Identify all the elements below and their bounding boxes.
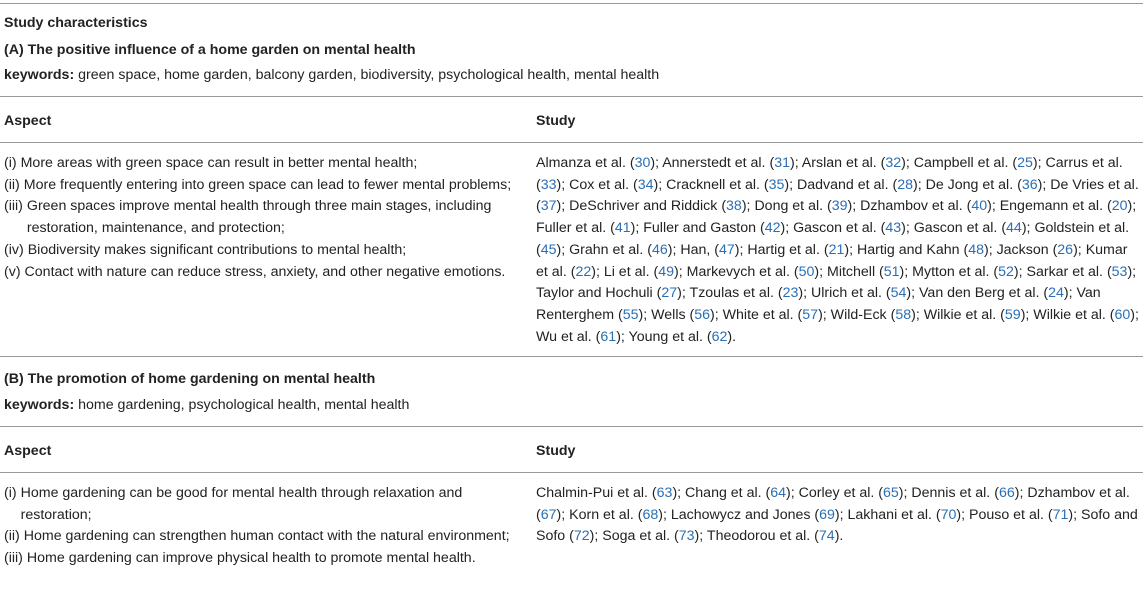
study-author: Dong et al.: [754, 198, 824, 215]
reference-link[interactable]: 51: [883, 263, 900, 280]
reference-link[interactable]: 47: [718, 241, 735, 258]
section-a-keywords: [4, 65, 659, 85]
aspect-number: (i): [4, 485, 17, 501]
study-citation: Gascon et al. (43);: [793, 220, 914, 237]
aspect-number: (ii): [4, 528, 20, 545]
study-author: Sarkar et al.: [1026, 263, 1103, 280]
study-citation: Hartig and Kahn (48);: [856, 241, 997, 258]
study-citation: Lachowycz and Jones (69);: [670, 506, 848, 523]
aspect-item: [4, 196, 524, 239]
reference-link[interactable]: 40: [971, 198, 988, 215]
study-citation: Markevych et al. (50);: [686, 263, 827, 280]
study-author: Lachowycz and Jones: [670, 506, 811, 523]
aspect-item: [4, 262, 524, 284]
reference-link[interactable]: 45: [540, 241, 557, 258]
study-author: Chalmin-Pui et al.: [536, 485, 648, 501]
study-author: Tzoulas et al.: [689, 285, 774, 302]
study-citation: Cracknell et al. (35);: [666, 176, 798, 193]
study-author: Gascon et al.: [913, 220, 998, 237]
study-author: Korn et al.: [569, 506, 634, 523]
reference-link[interactable]: 23: [782, 285, 799, 302]
study-author: Soga et al.: [602, 528, 671, 545]
reference-link[interactable]: 62: [711, 328, 728, 345]
study-citation: Tzoulas et al. (23);: [689, 285, 811, 302]
reference-link[interactable]: 72: [573, 528, 590, 545]
reference-link[interactable]: 20: [1111, 198, 1128, 215]
study-citation: Arslan et al. (32);: [801, 155, 914, 171]
reference-link[interactable]: 36: [1021, 176, 1038, 193]
aspect-item: [4, 175, 524, 197]
study-citation: De Vries et al. (37);: [536, 176, 1139, 215]
study-author: Li et al.: [603, 263, 650, 280]
section-a-keywords-rule: [0, 96, 1143, 97]
study-citation: Soga et al. (73);: [602, 528, 707, 545]
study-author: Han,: [680, 241, 711, 258]
study-citation: Korn et al. (68);: [569, 506, 671, 523]
study-author: Fuller et al.: [536, 220, 607, 237]
study-citation: Chalmin-Pui et al. (63);: [536, 485, 686, 501]
section-b-study-list: [536, 483, 1142, 548]
aspect-text: Green spaces improve mental health through three main stages, including restoration, maintenance, and protection;: [26, 198, 492, 237]
study-author: Chang et al.: [685, 485, 762, 501]
reference-link[interactable]: 65: [883, 485, 899, 501]
section-b-aspect-list: [4, 483, 524, 570]
reference-link[interactable]: 60: [1114, 306, 1131, 323]
reference-link[interactable]: 63: [656, 485, 673, 501]
table-title: Study characteristics: [4, 15, 148, 31]
reference-link[interactable]: 27: [661, 285, 678, 302]
reference-link[interactable]: 21: [828, 241, 845, 258]
top-rule: [0, 3, 1143, 4]
study-author: Grahn et al.: [569, 241, 644, 258]
study-author: Kumar et al.: [536, 241, 1128, 280]
study-author: Wilkie et al.: [1033, 306, 1106, 323]
study-author: Dzhambov et al.: [1027, 485, 1130, 501]
study-citation: Campbell et al. (25);: [913, 155, 1046, 171]
reference-link[interactable]: 52: [998, 263, 1014, 280]
study-citation: Wilkie et al. (59);: [923, 306, 1034, 323]
reference-link[interactable]: 49: [658, 263, 675, 280]
aspect-text: Home gardening can improve physical health to promote mental health.: [26, 550, 476, 567]
reference-link[interactable]: 34: [637, 176, 654, 193]
reference-link[interactable]: 37: [540, 198, 557, 215]
study-author: Ulrich et al.: [810, 285, 882, 302]
study-citation: Wild-Eck (58);: [830, 306, 924, 323]
study-author: Engemann et al.: [999, 198, 1104, 215]
aspect-number: (iii): [4, 198, 23, 215]
study-author: Van den Berg et al.: [919, 285, 1040, 302]
study-citation: Han, (47);: [680, 241, 748, 258]
reference-link[interactable]: 73: [678, 528, 695, 545]
section-b-keywords-rule: [0, 426, 1143, 427]
study-citation: Van den Berg et al. (24);: [919, 285, 1077, 302]
reference-link[interactable]: 25: [1017, 155, 1033, 171]
section-a-aspect-list: [4, 153, 524, 283]
study-author: Mytton et al.: [912, 263, 990, 280]
reference-link[interactable]: 57: [802, 306, 819, 323]
study-author: De Jong et al.: [925, 176, 1014, 193]
reference-link[interactable]: 30: [634, 155, 651, 171]
study-citation: Goldstein et al. (45);: [536, 220, 1130, 258]
study-author: Taylor and Hochuli: [536, 285, 653, 302]
aspect-item: [4, 483, 524, 526]
study-author: Dadvand et al.: [797, 176, 889, 193]
study-citation: Annerstedt et al. (31);: [662, 155, 802, 171]
study-author: Hartig et al.: [747, 241, 820, 258]
keywords-text: home gardening, psychological health, mental health: [74, 397, 410, 413]
study-citation: Gascon et al. (44);: [913, 220, 1035, 237]
reference-link[interactable]: 38: [726, 198, 742, 215]
study-citation: Corley et al. (65);: [798, 485, 912, 501]
study-author: White et al.: [722, 306, 794, 323]
study-author: Carrus et al.: [1045, 155, 1123, 171]
study-citation: Sarkar et al. (53);: [1026, 263, 1137, 280]
study-citation: Engemann et al. (20);: [999, 198, 1137, 215]
reference-link[interactable]: 43: [885, 220, 902, 237]
section-b-keywords: [4, 395, 409, 415]
aspect-item: [4, 526, 524, 548]
reference-link[interactable]: 22: [575, 263, 592, 280]
reference-link[interactable]: 61: [600, 328, 617, 345]
study-author: Corley et al.: [798, 485, 875, 501]
study-citation: Taylor and Hochuli (27);: [536, 285, 690, 302]
study-author: Fuller and Gaston: [643, 220, 757, 237]
reference-link[interactable]: 64: [770, 485, 787, 501]
study-author: Wu et al.: [536, 328, 592, 345]
study-citation: White et al. (57);: [722, 306, 831, 323]
study-author: Mitchell: [827, 263, 876, 280]
aspect-number: (i): [4, 155, 17, 171]
reference-link[interactable]: 26: [1057, 241, 1074, 258]
reference-link[interactable]: 33: [540, 176, 557, 193]
column-header-study: Study: [536, 113, 576, 129]
study-citation: Dadvand et al. (28);: [797, 176, 926, 193]
section-a-heading: (A) The positive influence of a home garden on mental health: [4, 42, 416, 58]
study-author: Cracknell et al.: [666, 176, 760, 193]
study-author: Dzhambov et al.: [860, 198, 963, 215]
aspect-text: Contact with nature can reduce stress, anxiety, and other negative emotions.: [24, 263, 506, 280]
reference-link[interactable]: 32: [885, 155, 902, 171]
reference-link[interactable]: 54: [890, 285, 907, 302]
aspect-text: Home gardening can be good for mental health through relaxation and restoration;: [20, 485, 463, 523]
section-a-study-list: [536, 153, 1142, 348]
section-b-header-rule: [0, 472, 1143, 473]
study-author: Cox et al.: [569, 176, 630, 193]
reference-link[interactable]: 31: [774, 155, 790, 171]
study-citation: Cox et al. (34);: [569, 176, 667, 193]
section-a-end-rule: [0, 356, 1143, 357]
study-citation: Lakhani et al. (70);: [847, 506, 969, 523]
column-header-aspect: Aspect: [4, 443, 52, 459]
study-author: Young et al.: [628, 328, 703, 345]
study-author: Wild-Eck: [830, 306, 887, 323]
study-citation: Grahn et al. (46);: [569, 241, 681, 258]
reference-link[interactable]: 50: [798, 263, 815, 280]
study-citation: Carrus et al. (33);: [536, 155, 1123, 193]
reference-link[interactable]: 56: [694, 306, 711, 323]
reference-link[interactable]: 59: [1004, 306, 1021, 323]
study-author: Wilkie et al.: [923, 306, 997, 323]
study-citation: Hartig et al. (21);: [747, 241, 857, 258]
study-author: Dennis et al.: [911, 485, 991, 501]
study-citation: Ulrich et al. (54);: [810, 285, 920, 302]
study-author: Lakhani et al.: [847, 506, 932, 523]
study-citation: Li et al. (49);: [603, 263, 687, 280]
study-citation: Van Renterghem (55);: [536, 285, 1101, 323]
aspect-number: (v): [4, 263, 21, 280]
study-author: Van Renterghem: [536, 285, 1101, 323]
keywords-label: keywords:: [4, 67, 75, 83]
study-citation: Theodorou et al. (74).: [706, 528, 844, 545]
reference-link[interactable]: 55: [622, 306, 639, 323]
study-citation: Dzhambov et al. (67);: [536, 485, 1130, 523]
study-citation: Wilkie et al. (60);: [1033, 306, 1139, 323]
study-author: Wells: [651, 306, 686, 323]
study-citation: Chang et al. (64);: [685, 485, 799, 501]
study-author: Jackson: [996, 241, 1049, 258]
reference-link[interactable]: 35: [768, 176, 785, 193]
study-author: Annerstedt et al.: [662, 155, 766, 171]
reference-link[interactable]: 42: [764, 220, 781, 237]
aspect-text: More frequently entering into green space can lead to fewer mental problems;: [23, 176, 512, 193]
section-a-header-rule: [0, 142, 1143, 143]
reference-link[interactable]: 28: [897, 176, 913, 193]
reference-link[interactable]: 70: [940, 506, 957, 523]
reference-link[interactable]: 74: [818, 528, 835, 545]
reference-link[interactable]: 68: [642, 506, 659, 523]
study-citation: Wells (56);: [651, 306, 723, 323]
study-author: Hartig and Kahn: [856, 241, 960, 258]
keywords-text: green space, home garden, balcony garden, biodiversity, psychological health, mental health: [74, 67, 660, 83]
study-citation: Almanza et al. (30);: [536, 155, 663, 171]
aspect-number: (ii): [4, 176, 20, 193]
reference-link[interactable]: 69: [819, 506, 835, 523]
reference-link[interactable]: 41: [614, 220, 631, 237]
study-author: Gascon et al.: [793, 220, 877, 237]
study-author: Almanza et al.: [536, 155, 626, 171]
study-author: Markevych et al.: [686, 263, 790, 280]
reference-link[interactable]: 24: [1048, 285, 1064, 302]
aspect-text: Home gardening can strengthen human contact with the natural environment;: [23, 528, 510, 545]
reference-link[interactable]: 39: [831, 198, 848, 215]
study-author: Theodorou et al.: [706, 528, 811, 545]
study-author: Arslan et al.: [801, 155, 877, 171]
aspect-number: (iv): [4, 241, 24, 258]
study-author: DeSchriver and Riddick: [569, 198, 718, 215]
study-citation: Kumar et al. (22);: [536, 241, 1128, 280]
section-b-heading: (B) The promotion of home gardening on mental health: [4, 371, 376, 387]
reference-link[interactable]: 48: [968, 241, 984, 258]
reference-link[interactable]: 58: [895, 306, 912, 323]
study-citation: Fuller et al. (41);: [536, 220, 644, 237]
study-author: De Vries et al.: [1050, 176, 1139, 193]
study-citation: Jackson (26);: [996, 241, 1086, 258]
aspect-item: [4, 153, 524, 175]
study-author: Pouso et al.: [969, 506, 1044, 523]
reference-link[interactable]: 66: [998, 485, 1015, 501]
study-author: Goldstein et al.: [1034, 220, 1130, 237]
study-citation: Mitchell (51);: [827, 263, 913, 280]
study-citation: DeSchriver and Riddick (38);: [569, 198, 755, 215]
study-citation: Dong et al. (39);: [754, 198, 861, 215]
keywords-label: keywords:: [4, 397, 75, 413]
column-header-study: Study: [536, 443, 576, 459]
study-citation: Dzhambov et al. (40);: [860, 198, 1000, 215]
reference-link[interactable]: 46: [651, 241, 668, 258]
column-header-aspect: Aspect: [4, 113, 52, 129]
aspect-item: [4, 240, 524, 262]
study-citation: Sofo and Sofo (72);: [536, 506, 1138, 545]
study-citation: Fuller and Gaston (42);: [643, 220, 794, 237]
study-citation: De Jong et al. (36);: [925, 176, 1051, 193]
study-citation: Wu et al. (61);: [536, 328, 629, 345]
study-citation: Dennis et al. (66);: [911, 485, 1028, 501]
reference-link[interactable]: 71: [1052, 506, 1069, 523]
reference-link[interactable]: 53: [1111, 263, 1128, 280]
aspect-item: [4, 548, 524, 570]
study-citation: Pouso et al. (71);: [969, 506, 1081, 523]
reference-link[interactable]: 44: [1006, 220, 1022, 237]
study-author: Campbell et al.: [913, 155, 1009, 171]
study-citation: Young et al. (62).: [628, 328, 737, 345]
reference-link[interactable]: 67: [540, 506, 557, 523]
aspect-text: Biodiversity makes significant contributions to mental health;: [27, 241, 407, 258]
aspect-text: More areas with green space can result in better mental health;: [20, 155, 418, 171]
study-citation: Mytton et al. (52);: [912, 263, 1027, 280]
study-author: Sofo and Sofo: [536, 506, 1138, 545]
aspect-number: (iii): [4, 550, 23, 567]
